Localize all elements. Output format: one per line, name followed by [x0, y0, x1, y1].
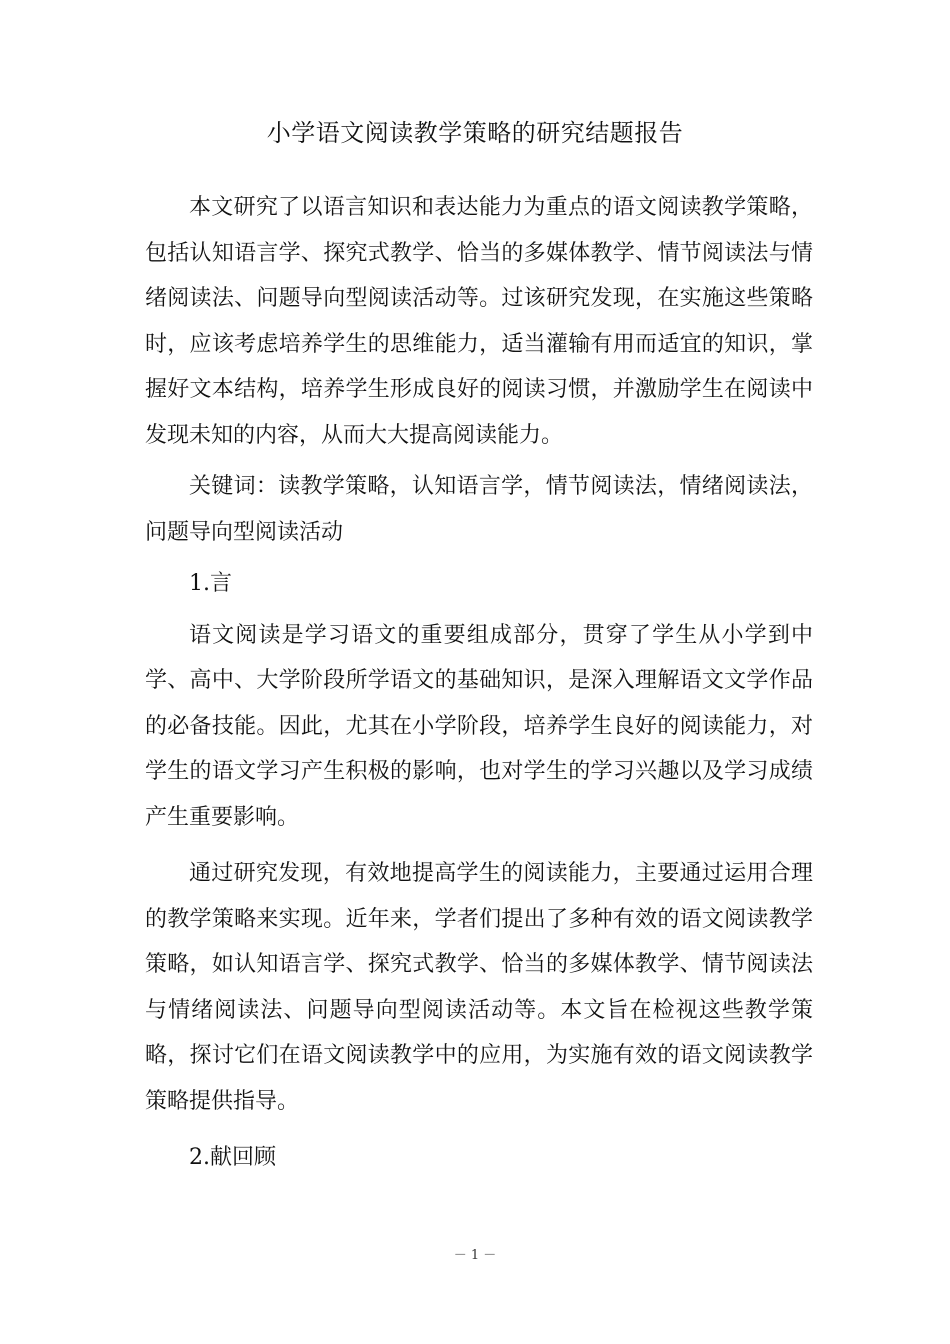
abstract-paragraph: 本文研究了以语言知识和表达能力为重点的语文阅读教学策略，包括认知语言学、探究式教学、恰当的多媒体教学、情节阅读法与情绪阅读法、问题导向型阅读活动等。过该研究发现，在实施这些策略时，应该考虑培养学生的思维能力，适当灌输有用而适宜的知识，掌握好文本结构，培养学生形成良好的阅读习惯，并激励学生在阅读中发现未知的内容，从而大大提高阅读能力。 — [145, 195, 813, 448]
introduction-paragraph-2: 通过研究发现，有效地提高学生的阅读能力，主要通过运用合理的教学策略来实现。近年来，学者们提出了多种有效的语文阅读教学策略，如认知语言学、探究式教学、恰当的多媒体教学、情节阅读法与情绪阅读法、问题导向型阅读活动等。本文旨在检视这些教学策略，探讨它们在语文阅读教学中的应用，为实施有效的语文阅读教学策略提供指导。 — [145, 861, 813, 1114]
section-heading-literature-review: 2.献回顾 — [189, 1145, 276, 1170]
introduction-paragraph-1: 语文阅读是学习语文的重要组成部分，贯穿了学生从小学到中学、高中、大学阶段所学语文的基础知识，是深入理解语文文学作品的必备技能。因此，尤其在小学阶段，培养学生良好的阅读能力，对学生的语文学习产生积极的影响，也对学生的学习兴趣以及学习成绩产生重要影响。 — [145, 622, 813, 830]
document-body — [145, 185, 813, 1181]
page-number: － 1 － — [453, 1248, 497, 1263]
keywords-paragraph: 关键词：读教学策略，认知语言学，情节阅读法，情绪阅读法，问题导向型阅读活动 — [145, 474, 813, 545]
document-title: 小学语文阅读教学策略的研究结题报告 — [266, 119, 684, 147]
section-heading-introduction: 1.言 — [189, 571, 232, 596]
